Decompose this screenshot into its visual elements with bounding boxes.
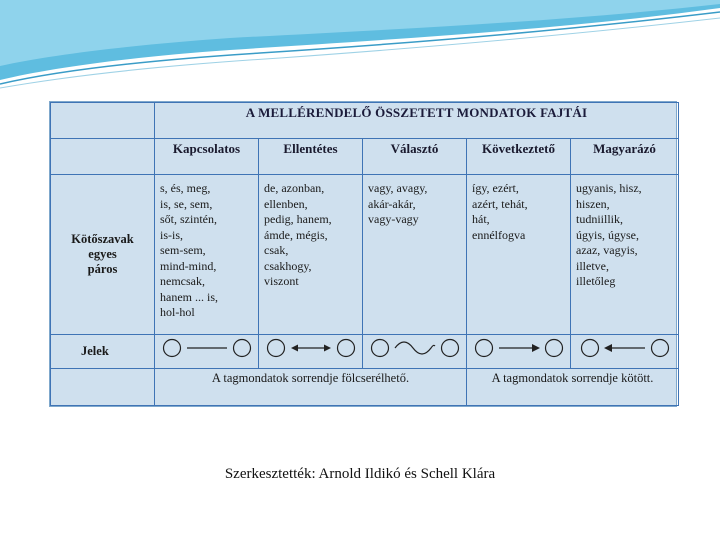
conjunctions-magyarazo: ugyanis, hisz, hiszen, tudniillik, úgyis, úgyse, azaz, vagyis, illetve, illetőleg — [571, 175, 679, 334]
conjunctions-row-label: Kötőszavak egyes páros — [51, 175, 155, 334]
conjunctions-kapcsolatos: s, és, meg, is, se, sem, sőt, szintén, is-is, sem-sem, mind-mind, nemcsak, hanem ... is, hol-hol — [155, 175, 259, 334]
signs-row — [51, 334, 679, 369]
sentence-types-table — [49, 101, 677, 407]
order-fixed-note: A tagmondatok sorrendje kötött. — [467, 369, 679, 406]
column-header-valaszto: Választó — [363, 138, 467, 175]
line-connector-icon — [161, 337, 253, 359]
double-arrow-connector-icon — [265, 337, 357, 359]
wave-connector-icon — [369, 337, 461, 359]
column-header-kapcsolatos: Kapcsolatos — [155, 138, 259, 175]
arrow-left-connector-icon — [579, 337, 671, 359]
conjunctions-ellentetes: de, azonban, ellenben, pedig, hanem, ámde, mégis, csak, csakhogy, viszont — [259, 175, 363, 334]
column-header-magyarazo: Magyarázó — [571, 138, 679, 175]
conjunctions-row — [51, 175, 679, 334]
column-header-ellentetes: Ellentétes — [259, 138, 363, 175]
decorative-wave-header — [0, 0, 720, 90]
sign-kapcsolatos — [155, 334, 259, 369]
table-title-row — [51, 103, 679, 139]
order-row — [51, 369, 679, 406]
credits-text: Szerkesztették: Arnold Ildikó és Schell Klára — [224, 466, 496, 482]
sentence-types-grid — [50, 102, 679, 406]
conjunctions-valaszto: vagy, avagy, akár-akár, vagy-vagy — [363, 175, 467, 334]
sign-kovetkezteto — [467, 334, 571, 369]
arrow-right-connector-icon — [473, 337, 565, 359]
sign-magyarazo — [571, 334, 679, 369]
column-header-kovetkezteto: Következtető — [467, 138, 571, 175]
table-title: A MELLÉRENDELŐ ÖSSZETETT MONDATOK FAJTÁI — [155, 103, 679, 139]
sign-valaszto — [363, 334, 467, 369]
signs-row-label: Jelek — [51, 334, 155, 369]
table-header-row — [51, 138, 679, 175]
sign-ellentetes — [259, 334, 363, 369]
conjunctions-kovetkezteto: így, ezért, azért, tehát, hát, ennélfogva — [467, 175, 571, 334]
order-interchangeable-note: A tagmondatok sorrendje fölcserélhető. — [155, 369, 467, 406]
